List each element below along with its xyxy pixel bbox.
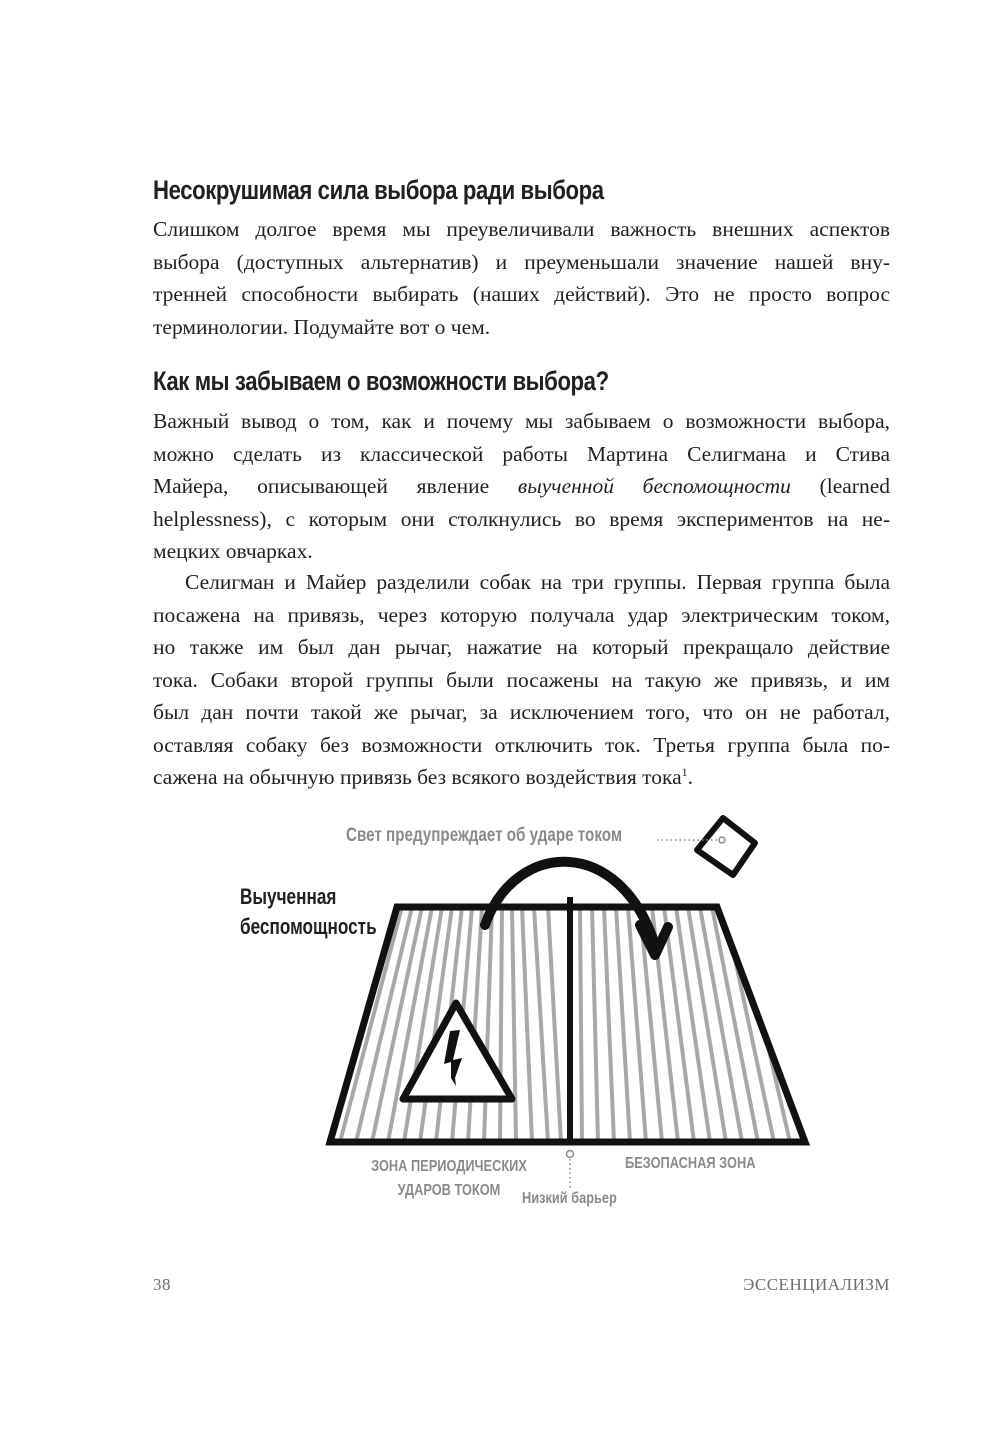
text-line: Важный вывод о том, как и почему мы забываем о возможности выбора, (153, 409, 890, 433)
text-line: терминологии. Подумайте вот о чем. (153, 314, 491, 339)
text-line: оставляя собаку без возможности отключить ток. Третья группа была по- (153, 732, 890, 757)
shock-zone-label-line: ЗОНА ПЕРИОДИЧЕСКИХ (371, 1158, 527, 1175)
diagram-title (240, 882, 377, 942)
section-heading-forgetting-choice: Как мы забываем о возможности выбора? (153, 366, 609, 396)
warning-light-icon (657, 818, 755, 875)
barrier-callout-marker (567, 1151, 574, 1189)
text-run: Майера, описывающей явление (153, 474, 518, 498)
text-line: Селигман и Майер разделили собак на три группы. Первая группа была (185, 570, 890, 594)
shock-zone-label-line: УДАРОВ ТОКОМ (397, 1182, 501, 1199)
text-line: посажена на привязь, через которую получала удар электрическим током, (153, 602, 890, 627)
text-run: (learned (790, 474, 890, 498)
text-line: Слишком долгое время мы преувеличивали важность внешних аспектов (153, 217, 890, 241)
text-line: можно сделать из классической работы Мартина Селигмана и Стива (153, 441, 890, 466)
warning-light-label: Свет предупреждает об ударе током (346, 825, 623, 846)
page-number: 38 (153, 1275, 171, 1294)
footnote-reference[interactable]: 1 (681, 764, 688, 779)
text-line: мецких овчарках. (153, 539, 313, 563)
text-run: . (687, 765, 694, 789)
text-line: но также им был дан рычаг, нажатие на который прекращало действие (153, 635, 890, 659)
text-line: выбора (доступных альтернатив) и преуменьшали значение нашей вну- (153, 249, 890, 274)
text-line: helplessness), с которым они столкнулись во время экспериментов на не- (153, 506, 890, 531)
running-title: ЭССЕНЦИАЛИЗМ (743, 1275, 890, 1294)
italic-term-learned-helplessness: выученной беспомощности (517, 474, 791, 498)
text-line: тока. Собаки второй группы были посажены на такую же привязь, и им (153, 667, 890, 692)
text-line: тренней способности выбирать (наших действий). Это не просто вопрос (153, 282, 890, 306)
text-run: сажена на обычную привязь без всякого воздействия тока (153, 765, 682, 789)
text-line: был дан почти такой же рычаг, за исключением того, что он не работал, (153, 700, 890, 724)
diagram-title-line: беспомощность (240, 914, 377, 939)
low-barrier-label: Низкий барьер (522, 1190, 617, 1207)
diagram-title-line: Выученная (240, 884, 337, 909)
shock-zone-label (369, 1155, 529, 1203)
safe-zone-label: БЕЗОПАСНАЯ ЗОНА (625, 1155, 756, 1172)
section-heading-power-of-choice: Несокрушимая сила выбора ради выбора (153, 175, 604, 205)
